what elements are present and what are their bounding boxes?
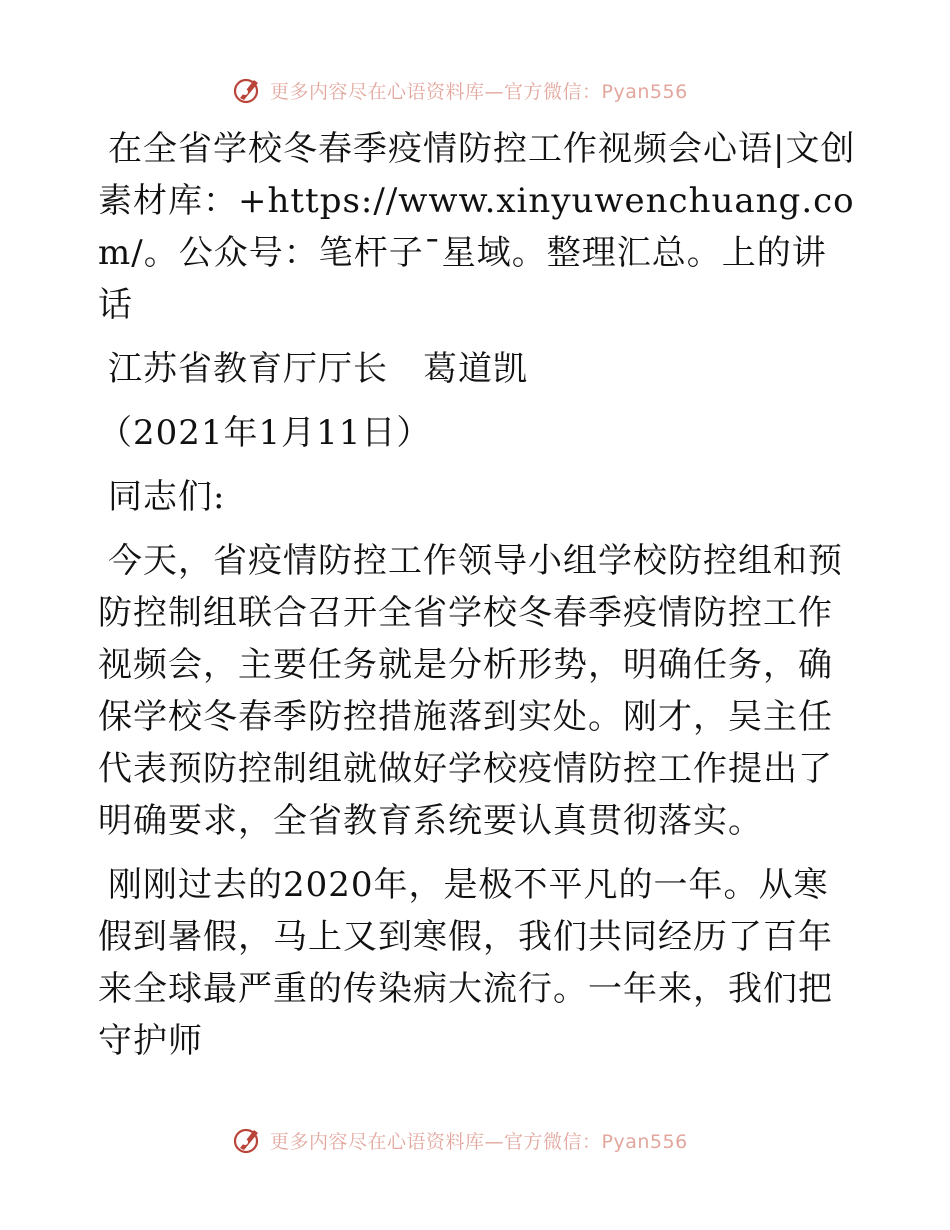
footer-watermark — [232, 1123, 688, 1157]
quill-pen-circle-icon — [232, 1124, 264, 1156]
watermark-text: 更多内容尽在心语资料库—官方微信：Pyan556 — [270, 80, 688, 103]
quill-pen-circle-icon — [232, 74, 264, 106]
header-watermark — [232, 73, 688, 107]
body-paragraph-1: 今天，省疫情防控工作领导小组学校防控组和预防控制组联合召开全省学校冬春季疫情防控工作视频会，主要任务就是分析形势，明确任务，确保学校冬春季防控措施落到实处。刚才，吴主任代表预防控制组就做好学校疫情防控工作提出了明确要求，全省教育系统要认真贯彻落实。 — [98, 541, 843, 841]
salutation: 同志们: — [108, 477, 226, 517]
speaker-line: 江苏省教育厅厅长 葛道凯 — [108, 349, 528, 389]
document-body — [98, 123, 856, 1067]
title-paragraph: 在全省学校冬春季疫情防控工作视频会心语|文创素材库：+https://www.xinyuwenchuang.com/。公众号：笔杆子¯星域。整理汇总。上的讲话 — [98, 129, 856, 325]
body-paragraph-2: 刚刚过去的2020年，是极不平凡的一年。从寒假到暑假，马上又到寒假，我们共同经历了百年来全球最严重的传染病大流行。一年来，我们把守护师 — [98, 865, 833, 1061]
date-line: （2021年1月11日） — [98, 413, 432, 453]
watermark-text: 更多内容尽在心语资料库—官方微信：Pyan556 — [270, 1130, 688, 1153]
